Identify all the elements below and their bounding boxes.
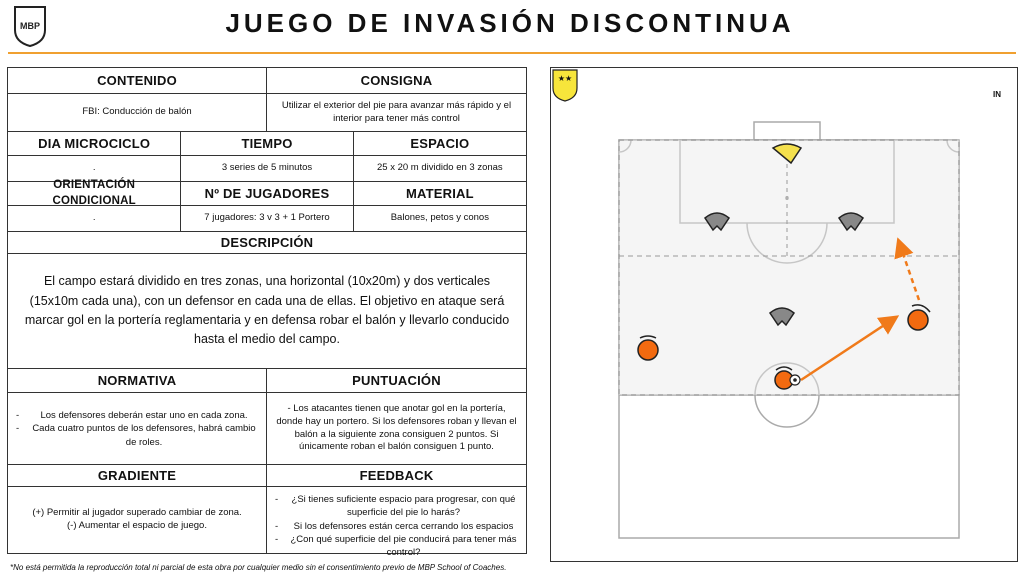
orientacion-value: . (8, 206, 181, 231)
playing-zone (619, 140, 959, 395)
descripcion-value: El campo estará dividido en tres zonas, una horizontal (10x20m) y dos verticales (15x10m cada una), con un defensor en cada una de ellas. El objetivo en ataque será marcar gol en la portería reglamentaria y en defensa robar el balón y llevarlo conducido hasta el medio del campo. (24, 274, 510, 347)
pitch-diagram (550, 67, 1018, 562)
espacio-value: 25 x 20 m dividido en 3 zonas (376, 162, 503, 174)
row-gradiente-header (8, 465, 526, 487)
descripcion-label: DESCRIPCIÓN (220, 234, 314, 250)
espacio-label: ESPACIO (410, 135, 470, 151)
row-orientacion-values (8, 206, 526, 232)
copyright-disclaimer: *No está permitida la reproducción total ni parcial de esta obra por cualquier medio sin el consentimiento previo de MBP School of Coaches. (10, 563, 507, 572)
orientacion-label: ORIENTACIÓN CONDICIONAL (8, 182, 181, 205)
contenido-value: FBI: Conducción de balón (8, 94, 267, 131)
consigna-label: CONSIGNA (360, 72, 433, 88)
contenido-label: CONTENIDO (8, 68, 267, 93)
list-item: - Si los defensores están cerca cerrando los espacios (275, 520, 514, 532)
row-normativa-values (8, 393, 526, 465)
gradiente-list (8, 487, 267, 553)
dia-microciclo-label: DIA MICROCICLO (8, 132, 181, 155)
goal (754, 122, 820, 140)
row-orientacion-header (8, 178, 526, 207)
title-divider (8, 52, 1016, 54)
list-item: - Los defensores deberán estar uno en cada zona. (16, 410, 248, 421)
level-badge-icon (551, 68, 579, 102)
tiempo-value: 3 series de 5 minutos (181, 156, 353, 181)
ball-icon (790, 375, 800, 385)
list-item: (-) Aumentar el espacio de juego. (67, 520, 207, 531)
normativa-label: NORMATIVA (8, 369, 267, 392)
puntuacion-label: PUNTUACIÓN (352, 372, 441, 388)
list-item: - ¿Con qué superficie del pie conducirá para tener más control? (275, 533, 517, 559)
normativa-list (8, 393, 267, 464)
mbp-shield-logo (12, 4, 48, 48)
puntuacion-value: - Los atacantes tienen que anotar gol en la portería, donde hay un portero. Si los defensores roban y llevan el balón a la siguiente zona consiguen 2 puntos. Si únicamente roban el balón consiguen 1 punto. (276, 402, 517, 453)
page-title: JUEGO DE INVASIÓN DISCONTINUA (225, 8, 795, 38)
jugadores-value: 7 jugadores: 3 v 3 + 1 Portero (181, 206, 353, 231)
list-item: - Cada cuatro puntos de los defensores, habrá cambio de roles. (16, 423, 256, 448)
gradiente-label: GRADIENTE (8, 465, 267, 486)
row-contenido-header (8, 68, 526, 94)
material-value: Balones, petos y conos (390, 212, 489, 224)
row-dia-header (8, 132, 526, 156)
row-gradiente-values (8, 487, 526, 559)
level-badge-label: IN (993, 90, 1001, 99)
svg-text:MBP: MBP (20, 21, 40, 31)
tiempo-label: TIEMPO (181, 132, 353, 155)
material-label: MATERIAL (405, 185, 474, 201)
svg-text:★★: ★★ (557, 74, 573, 83)
dia-microciclo-value: . (8, 156, 181, 181)
row-normativa-header (8, 369, 526, 393)
feedback-label: FEEDBACK (359, 467, 434, 483)
consigna-value: Utilizar el exterior del pie para avanzar más rápido y el interior para tener más control (281, 99, 512, 124)
row-contenido-values (8, 94, 526, 132)
row-descripcion-value (8, 254, 526, 369)
pitch-svg (551, 68, 1019, 563)
feedback-list (267, 487, 526, 559)
session-sheet (7, 67, 527, 559)
list-item: - ¿Si tienes suficiente espacio para progresar, con qué superficie del pie lo harás? (275, 494, 516, 519)
list-item: (+) Permitir al jugador superado cambiar de zona. (32, 507, 242, 519)
row-descripcion-header (8, 232, 526, 254)
jugadores-label: Nº DE JUGADORES (181, 182, 353, 205)
